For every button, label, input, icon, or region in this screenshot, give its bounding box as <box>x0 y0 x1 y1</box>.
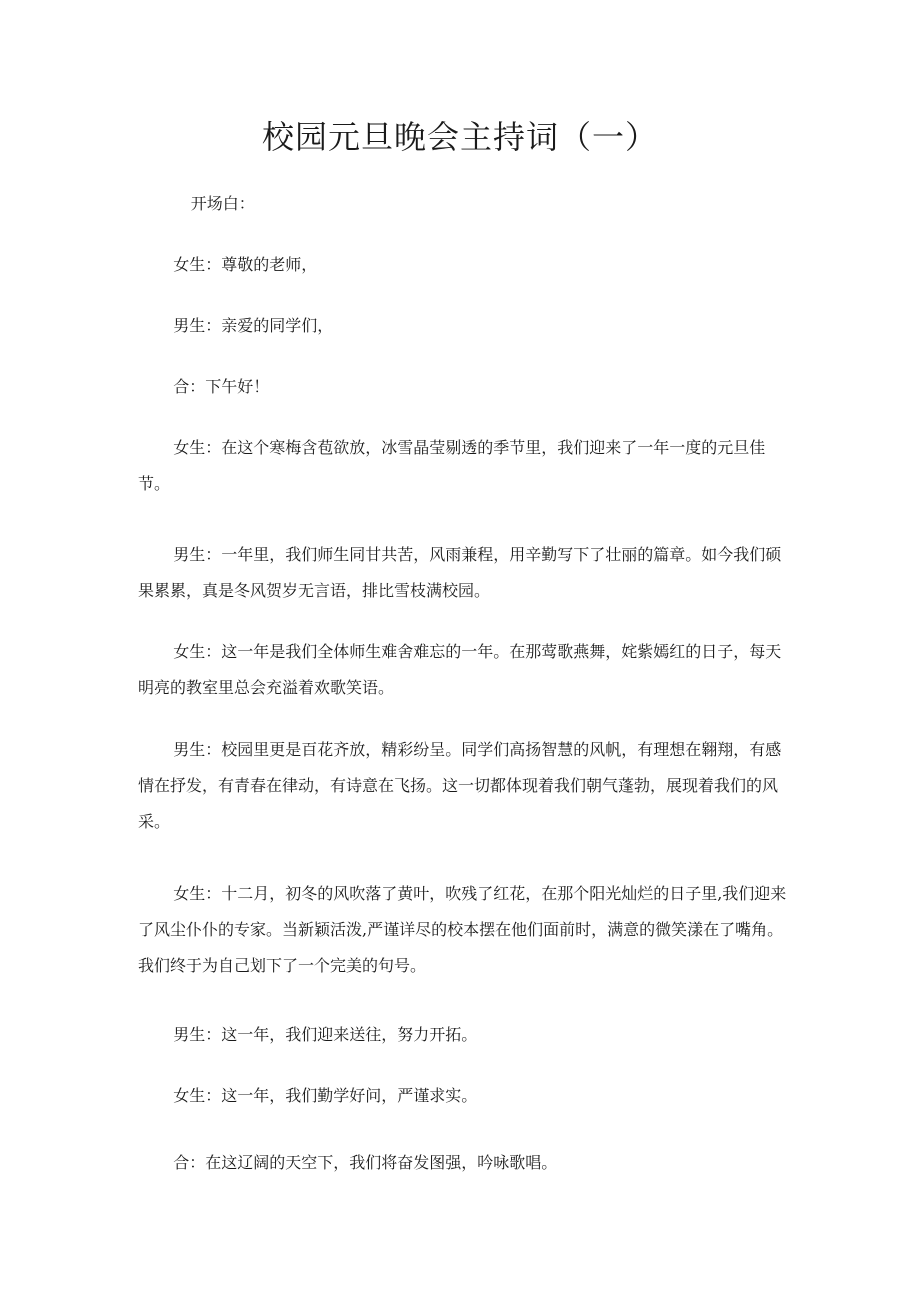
document-title: 校园元旦晚会主持词（一） <box>261 118 658 156</box>
paragraph: 男生：亲爱的同学们， <box>173 316 334 335</box>
paragraph: 女生：这一年，我们勤学好问，严谨求实。 <box>173 1086 478 1105</box>
paragraph-intro: 开场白： <box>190 194 255 213</box>
paragraph: 男生：一年里，我们师生同甘共苦，风雨兼程，用辛勤写下了壮丽的篇章。如今我们硕果累累，真是冬风贺岁无言语，排比雪枝满校园。 <box>138 545 782 600</box>
paragraph: 女生：在这个寒梅含苞欲放，冰雪晶莹剔透的季节里，我们迎来了一年一度的元旦佳节。 <box>138 438 766 493</box>
paragraph: 女生：这一年是我们全体师生难舍难忘的一年。在那莺歌燕舞，姹紫嫣红的日子，每天明亮的教室里总会充溢着欢歌笑语。 <box>138 642 782 697</box>
paragraph: 男生：校园里更是百花齐放，精彩纷呈。同学们高扬智慧的风帆，有理想在翱翔，有感情在抒发，有青春在律动，有诗意在飞扬。这一切都体现着我们朝气蓬勃，展现着我们的风采。 <box>138 740 782 831</box>
paragraph: 男生：这一年，我们迎来送往，努力开拓。 <box>173 1025 478 1044</box>
paragraph: 女生：尊敬的老师， <box>173 255 318 274</box>
paragraph: 女生：十二月，初冬的风吹落了黄叶，吹残了红花，在那个阳光灿烂的日子里,我们迎来了风尘仆仆的专家。当新颖活泼,严谨详尽的校本摆在他们面前时，满意的微笑漾在了嘴角。我们终于为自己划下了一个完美的句号。 <box>138 884 787 975</box>
paragraph: 合：在这辽阔的天空下，我们将奋发图强，吟咏歌唱。 <box>173 1153 558 1172</box>
paragraph: 合：下午好！ <box>173 377 270 396</box>
